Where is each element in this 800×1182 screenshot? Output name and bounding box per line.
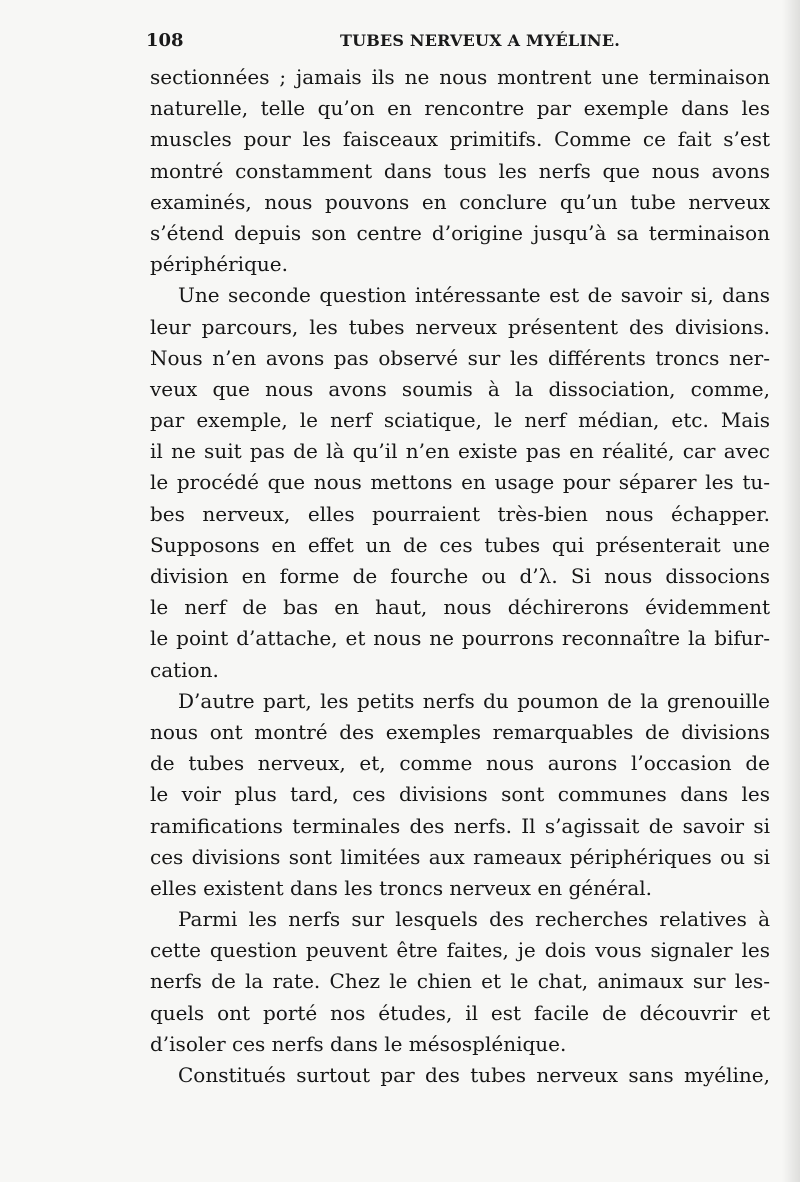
paragraph-start-line: Constitués surtout par des tubes nerveux sans myéline,	[178, 1063, 770, 1087]
text-line: par exemple, le nerf sciatique, le nerf médian, etc. Mais	[150, 408, 770, 433]
text-line: montré constamment dans tous les nerfs que nous avons	[150, 158, 770, 183]
text-line: le nerf de bas en haut, nous déchirerons évidemment	[150, 595, 770, 620]
running-head	[146, 30, 786, 58]
text-line: Nous n’en avons pas observé sur les différents troncs ner-	[150, 345, 770, 370]
paragraph-start-line: Une seconde question intéressante est de savoir si, dans	[178, 283, 770, 308]
text-line: quels ont porté nos études, il est facile de découvrir et	[150, 1000, 770, 1025]
text-line: ramifications terminales des nerfs. Il s’agissait de savoir si	[150, 813, 770, 838]
text-line: le voir plus tard, ces divisions sont communes dans les	[150, 782, 770, 807]
text-line: le point d’attache, et nous ne pourrons reconnaître la bifur-	[150, 626, 770, 651]
text-line: naturelle, telle qu’on en rencontre par exemple dans les	[150, 96, 770, 121]
text-line: de tubes nerveux, et, comme nous aurons l’occasion de	[150, 751, 770, 776]
text-line: le procédé que nous mettons en usage pour séparer les tu-	[150, 470, 770, 495]
text-line: muscles pour les faisceaux primitifs. Comme ce fait s’est	[150, 127, 770, 152]
text-line: cation.	[150, 657, 219, 682]
text-line: bes nerveux, elles pourraient très-bien nous échapper.	[150, 501, 770, 526]
text-line: nous ont montré des exemples remarquables de divisions	[150, 719, 770, 744]
text-line: sectionnées ; jamais ils ne nous montrent une terminaison	[150, 65, 770, 89]
text-line: veux que nous avons soumis à la dissociation, comme,	[150, 376, 770, 401]
text-line: cette question peuvent être faites, je dois vous signaler les	[150, 938, 770, 963]
text-line: d’isoler ces nerfs dans le mésosplénique.	[150, 1031, 567, 1056]
page-edge-shadow	[782, 0, 800, 1182]
running-title: TUBES NERVEUX A MYÉLINE.	[340, 31, 621, 50]
paragraph-start-line: D’autre part, les petits nerfs du poumon de la grenouille	[178, 688, 770, 713]
text-line: examinés, nous pouvons en conclure qu’un tube nerveux	[150, 189, 770, 214]
text-line: division en forme de fourche ou d’λ. Si nous dissocions	[150, 564, 770, 588]
text-line: elles existent dans les troncs nerveux en général.	[150, 875, 653, 900]
text-line: s’étend depuis son centre d’origine jusqu’à sa terminaison	[150, 220, 770, 245]
text-line: leur parcours, les tubes nerveux présentent des divisions.	[150, 314, 770, 339]
body-text	[150, 62, 770, 1091]
text-line: Supposons en effet un de ces tubes qui présenterait une	[150, 532, 770, 557]
text-line: nerfs de la rate. Chez le chien et le chat, animaux sur les-	[150, 969, 770, 994]
paragraph-start-line: Parmi les nerfs sur lesquels des recherches relatives à	[178, 907, 770, 932]
text-line: il ne suit pas de là qu’il n’en existe pas en réalité, car avec	[150, 439, 770, 464]
text-line: périphérique.	[150, 252, 288, 277]
text-line: ces divisions sont limitées aux rameaux périphériques ou si	[150, 844, 770, 869]
page-number: 108	[146, 30, 184, 51]
